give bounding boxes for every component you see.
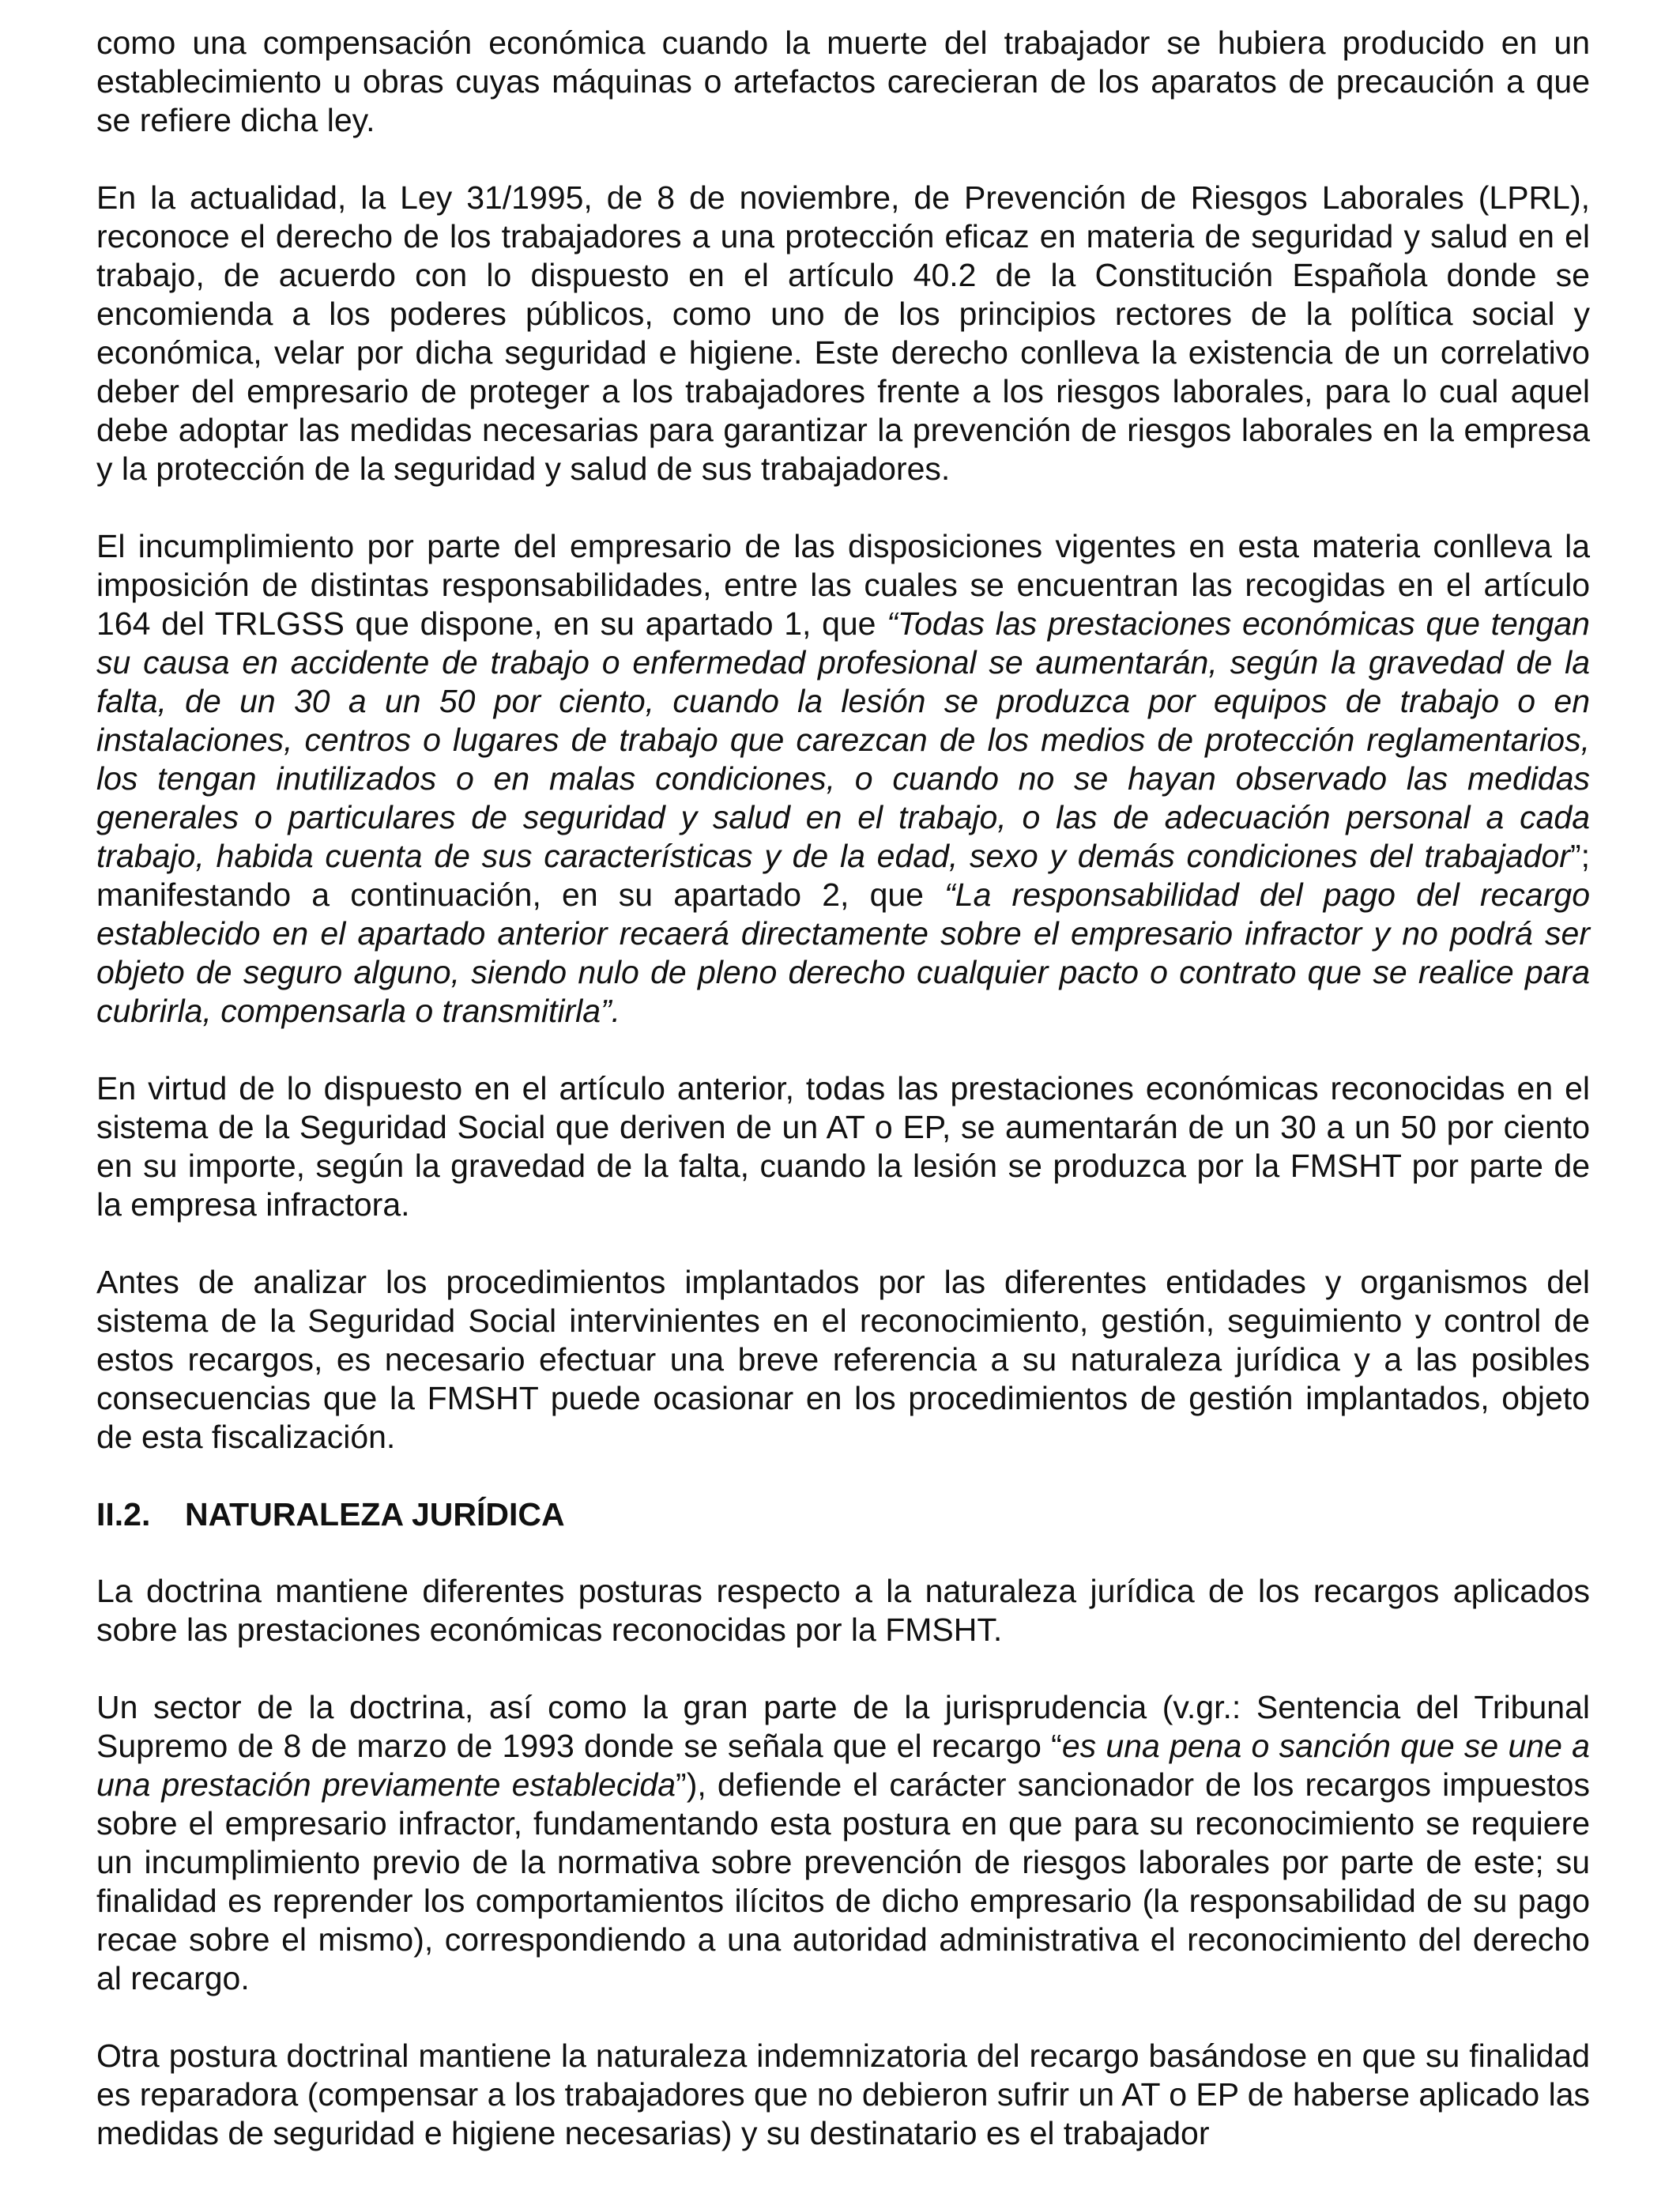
paragraph-1: como una compensación económica cuando la muerte del trabajador se hubiera producido en un establecimiento u obras cuyas máquinas o artefactos carecieran de los aparatos de precaución a que se refiere dicha ley. bbox=[96, 25, 1590, 138]
paragraph-6: La doctrina mantiene diferentes posturas respecto a la naturaleza jurídica de los recargos aplicados sobre las prestaciones económicas reconocidas por la FMSHT. bbox=[96, 1573, 1590, 1648]
section-heading bbox=[96, 1495, 1590, 1534]
paragraph-3 bbox=[96, 527, 1590, 1031]
paragraph-2: En la actualidad, la Ley 31/1995, de 8 de noviembre, de Prevención de Riesgos Laborales (LPRL), reconoce el derecho de los trabajadores a una protección eficaz en materia de seguridad y salud en el trabajo, de acuerdo con lo dispuesto en el artículo 40.2 de la Constitución Española donde se encomienda a los poderes públicos, como uno de los principios rectores de la política social y económica, velar por dicha seguridad e higiene. Este derecho conlleva la existencia de un correlativo deber del empresario de proteger a los trabajadores frente a los riesgos laborales, para lo cual aquel debe adoptar las medidas necesarias para garantizar la prevención de riesgos laborales en la empresa y la protección de la seguridad y salud de sus trabajadores. bbox=[96, 179, 1590, 487]
paragraph-7-text-a: Un sector de la doctrina, así como la gran parte de la jurisprudencia (v.gr.: Sentencia del Tribunal Supremo de 8 de marzo de 1993 donde se señala que el recargo “ bbox=[96, 1689, 1590, 1764]
section-number: II.2. bbox=[96, 1496, 151, 1532]
paragraph-3-quote-1: “Todas las prestaciones económicas que tengan su causa en accidente de trabajo o enfermedad profesional se aumentarán, según la gravedad de la falta, de un 30 a un 50 por ciento, cuando la lesión se produzca por equipos de trabajo o en instalaciones, centros o lugares de trabajo que carezcan de los medios de protección reglamentarios, los tengan inutilizados o en malas condiciones, o cuando no se hayan observado las medidas generales o particulares de seguridad y salud en el trabajo, o las de adecuación personal a cada trabajo, habida cuenta de sus características y de la edad, sexo y demás condiciones del trabajador bbox=[96, 605, 1590, 874]
paragraph-5: Antes de analizar los procedimientos implantados por las diferentes entidades y organismos del sistema de la Seguridad Social intervinientes en el reconocimiento, gestión, seguimiento y control de estos recargos, es necesario efectuar una breve referencia a su naturaleza jurídica y a las posibles consecuencias que la FMSHT puede ocasionar en los procedimientos de gestión implantados, objeto de esta fiscalización. bbox=[96, 1264, 1590, 1455]
paragraph-3-quote-2: “La responsabilidad del pago del recargo establecido en el apartado anterior recaerá directamente sobre el empresario infractor y no podrá ser objeto de seguro alguno, siendo nulo de pleno derecho cualquier pacto o contrato que se realice para cubrirla, compensarla o transmitirla”. bbox=[96, 876, 1590, 1029]
paragraph-3-text-b: ”; manifestando a continuación, en su apartado 2, que bbox=[96, 838, 1590, 913]
paragraph-4: En virtud de lo dispuesto en el artículo anterior, todas las prestaciones económicas reconocidas en el sistema de la Seguridad Social que deriven de un AT o EP, se aumentarán de un 30 a un 50 por ciento en su importe, según la gravedad de la falta, cuando la lesión se produzca por la FMSHT por parte de la empresa infractora. bbox=[96, 1070, 1590, 1223]
paragraph-7-quote: es una pena o sanción que se une a una prestación previamente establecida bbox=[96, 1728, 1590, 1803]
paragraph-7-text-b: ”), defiende el carácter sancionador de los recargos impuestos sobre el empresario infractor, fundamentando esta postura en que para su reconocimiento se requiere un incumplimiento previo de la normativa sobre prevención de riesgos laborales por parte de este; su finalidad es reprender los comportamientos ilícitos de dicho empresario (la responsabilidad de su pago recae sobre el mismo), correspondiendo a una autoridad administrativa el reconocimiento del derecho al recargo. bbox=[96, 1766, 1590, 1996]
paragraph-3-text-a: El incumplimiento por parte del empresario de las disposiciones vigentes en esta materia conlleva la imposición de distintas responsabilidades, entre las cuales se encuentran las recogidas en el artículo 164 del TRLGSS que dispone, en su apartado 1, que bbox=[96, 528, 1590, 642]
section-title: NATURALEZA JURÍDICA bbox=[185, 1496, 565, 1532]
document-page bbox=[96, 24, 1590, 2153]
paragraph-8: Otra postura doctrinal mantiene la naturaleza indemnizatoria del recargo basándose en que su finalidad es reparadora (compensar a los trabajadores que no debieron sufrir un AT o EP de haberse aplicado las medidas de seguridad e higiene necesarias) y su destinatario es el trabajador bbox=[96, 2038, 1590, 2151]
paragraph-7 bbox=[96, 1688, 1590, 1998]
